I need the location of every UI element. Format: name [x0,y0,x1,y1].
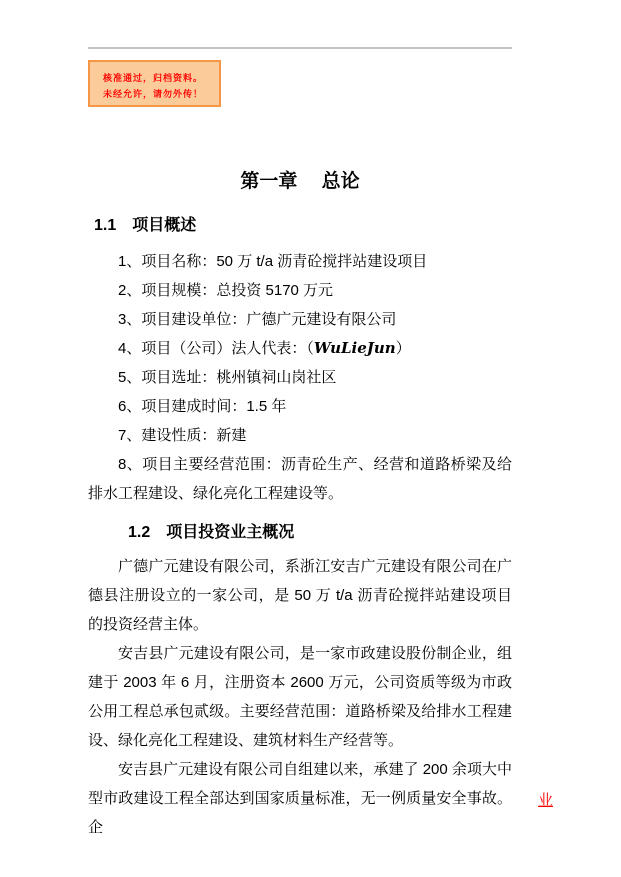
notice-line-1: 核准通过，归档资料。 [103,73,204,83]
list-item-4 [88,334,512,363]
list-item-2: 2、项目规模：总投资 5170 万元 [118,282,334,299]
list-item-1: 1、项目名称：50 万 t/a 沥青砼搅拌站建设项目 [118,253,428,270]
list-item-4-suffix: ） [395,340,411,357]
paragraph-3 [88,755,554,842]
list-item-8: 8、项目主要经营范围：沥青砼生产、经营和道路桥梁及给排水工程建设、绿化亮化工程建设等。 [88,456,512,502]
confidential-notice-box [88,60,221,107]
list-item-7: 7、建设性质：新建 [118,427,247,444]
paragraph-1: 广德广元建设有限公司，系浙江安吉广元建设有限公司在广德县注册设立的一家公司，是 50 万 t/a 沥青砼搅拌站建设项目的投资经营主体。 [88,558,512,633]
section-1-2-heading: 1.2 项目投资业主概况 [128,524,295,541]
section-1-2-paragraphs [88,552,554,842]
section-1-1-heading: 1.1 项目概述 [94,217,197,234]
notice-line-2: 未经允许，请勿外传！ [103,89,204,99]
legal-representative-signature: WuLieJun [313,339,396,357]
list-item-6: 6、项目建成时间：1.5 年 [118,398,287,415]
header-rule [88,47,512,49]
paragraph-3-text: 安吉县广元建设有限公司自组建以来，承建了 200 余项大中型市政建设工程全部达到国家质量标准，无一例质量安全事故。企 [88,761,512,836]
list-item-5: 5、项目选址：桃州镇祠山岗社区 [118,369,337,386]
document-body [88,168,554,842]
list-item-3: 3、项目建设单位：广德广元建设有限公司 [118,311,397,328]
list-item-4-prefix: 4、项目（公司）法人代表：（ [118,340,314,357]
red-underlined-link-text[interactable]: 业 [538,792,554,809]
paragraph-2: 安吉县广元建设有限公司，是一家市政建设股份制企业，组建于 2003 年 6 月，注册资本 2600 万元，公司资质等级为市政公用工程总承包贰级。主要经营范围：道路桥梁及给排水工程建设、绿化亮化工程建设、建筑材料生产经营等。 [88,645,512,749]
section-1-1-items [88,247,512,508]
chapter-title: 第一章 总论 [240,171,360,192]
